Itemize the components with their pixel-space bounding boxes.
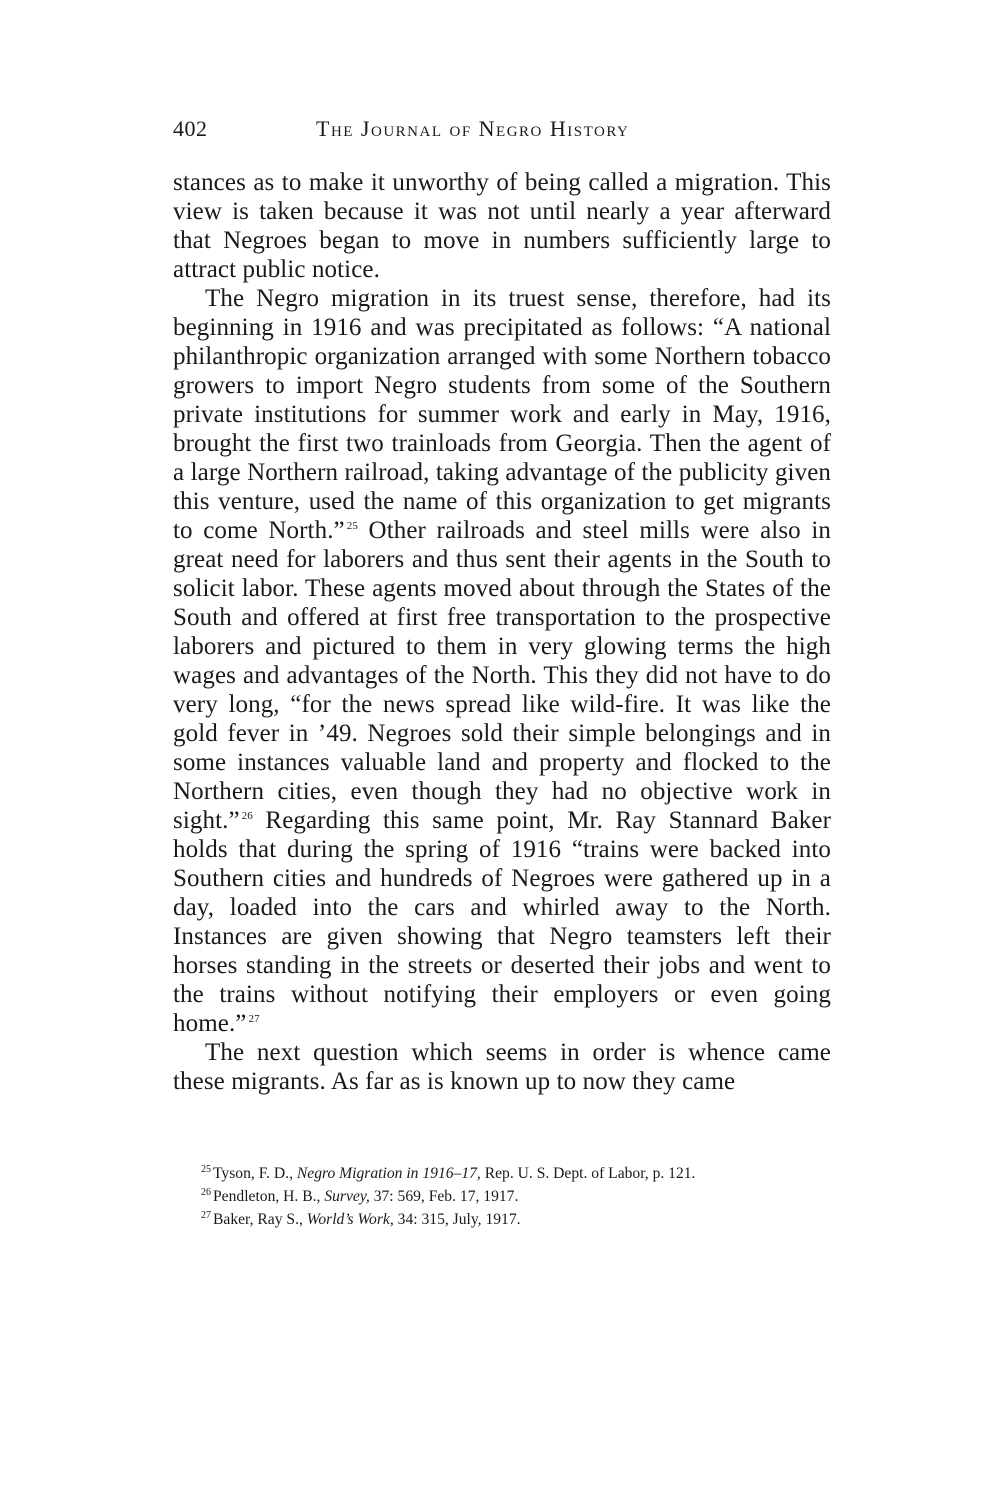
footnote-details: 37: 569, Feb. 17, 1917. (369, 1188, 519, 1205)
footnote-details: 34: 315, July, 1917. (393, 1211, 521, 1228)
paragraph-text: Other railroads and steel mills were also in great need for laborers and thus sent their agents in the South to solicit labor. These agents moved about through the States of the South and offered at first free transportation to the prospective laborers and pictured to them in very glowing terms the high wages and advantages of the North. This they did not have to do very long, “for the news spread like wild-fire. It was like the gold fever in ’49. Negroes sold their simple belongings and in some instances valuable land and property and flocked to the Northern cities, even though they had no objective work in sight.” (173, 517, 831, 834)
paragraph-text: The next question which seems in order is whence came these migrants. As far as is known up to now they came (173, 1039, 831, 1095)
footnote (173, 1185, 831, 1208)
paragraph (173, 284, 831, 1038)
footnotes (173, 1162, 831, 1231)
paragraph (173, 1038, 831, 1096)
footnote-number: 27 (201, 1209, 211, 1221)
footnote (173, 1208, 831, 1231)
paragraph-text: Regarding this same point, Mr. Ray Stannard Baker holds that during the spring of 1916 “trains were backed into Southern cities and hundreds of Negroes were gathered up in a day, loaded into the cars and whirled away to the North. Instances are given showing that Negro teamsters left their horses standing in the streets or deserted their jobs and went to the trains without notifying their employers or even going home.” (173, 807, 831, 1037)
footnote-ref: 27 (248, 1012, 260, 1025)
page-number: 402 (173, 116, 208, 141)
page-header (173, 116, 833, 146)
footnote (173, 1162, 831, 1185)
footnote-author: Baker, Ray S., (213, 1211, 307, 1228)
running-title: The Journal of Negro History (316, 116, 630, 141)
footnote-author: Tyson, F. D., (213, 1165, 297, 1182)
paragraph (173, 168, 831, 284)
footnote-details: Rep. U. S. Dept. of Labor, p. 121. (480, 1165, 696, 1182)
paragraph-text: The Negro migration in its truest sense, therefore, had its beginning in 1916 and was precipitated as follows: “A national philanthropic organization arranged with some Northern tobacco growers to import Negro students from some of the Southern private institutions for summer work and early in May, 1916, brought the first two trainloads from Georgia. Then the agent of a large Northern railroad, taking advantage of the publicity given this venture, used the name of this organization to get migrants to come North.” (173, 285, 831, 544)
footnote-work: Survey, (324, 1188, 370, 1205)
paragraph-text: stances as to make it unworthy of being called a migration. This view is taken because it was not until nearly a year afterward that Negroes began to move in numbers sufficiently large to attract public notice. (173, 169, 831, 283)
footnote-number: 25 (201, 1163, 211, 1175)
footnote-work: Negro Migration in 1916–17, (296, 1165, 481, 1182)
body-text (173, 168, 831, 1096)
footnote-author: Pendleton, H. B., (213, 1188, 325, 1205)
footnote-ref: 25 (346, 519, 358, 532)
footnote-number: 26 (201, 1186, 211, 1198)
footnote-work: World’s Work, (306, 1211, 394, 1228)
footnote-ref: 26 (241, 809, 253, 822)
